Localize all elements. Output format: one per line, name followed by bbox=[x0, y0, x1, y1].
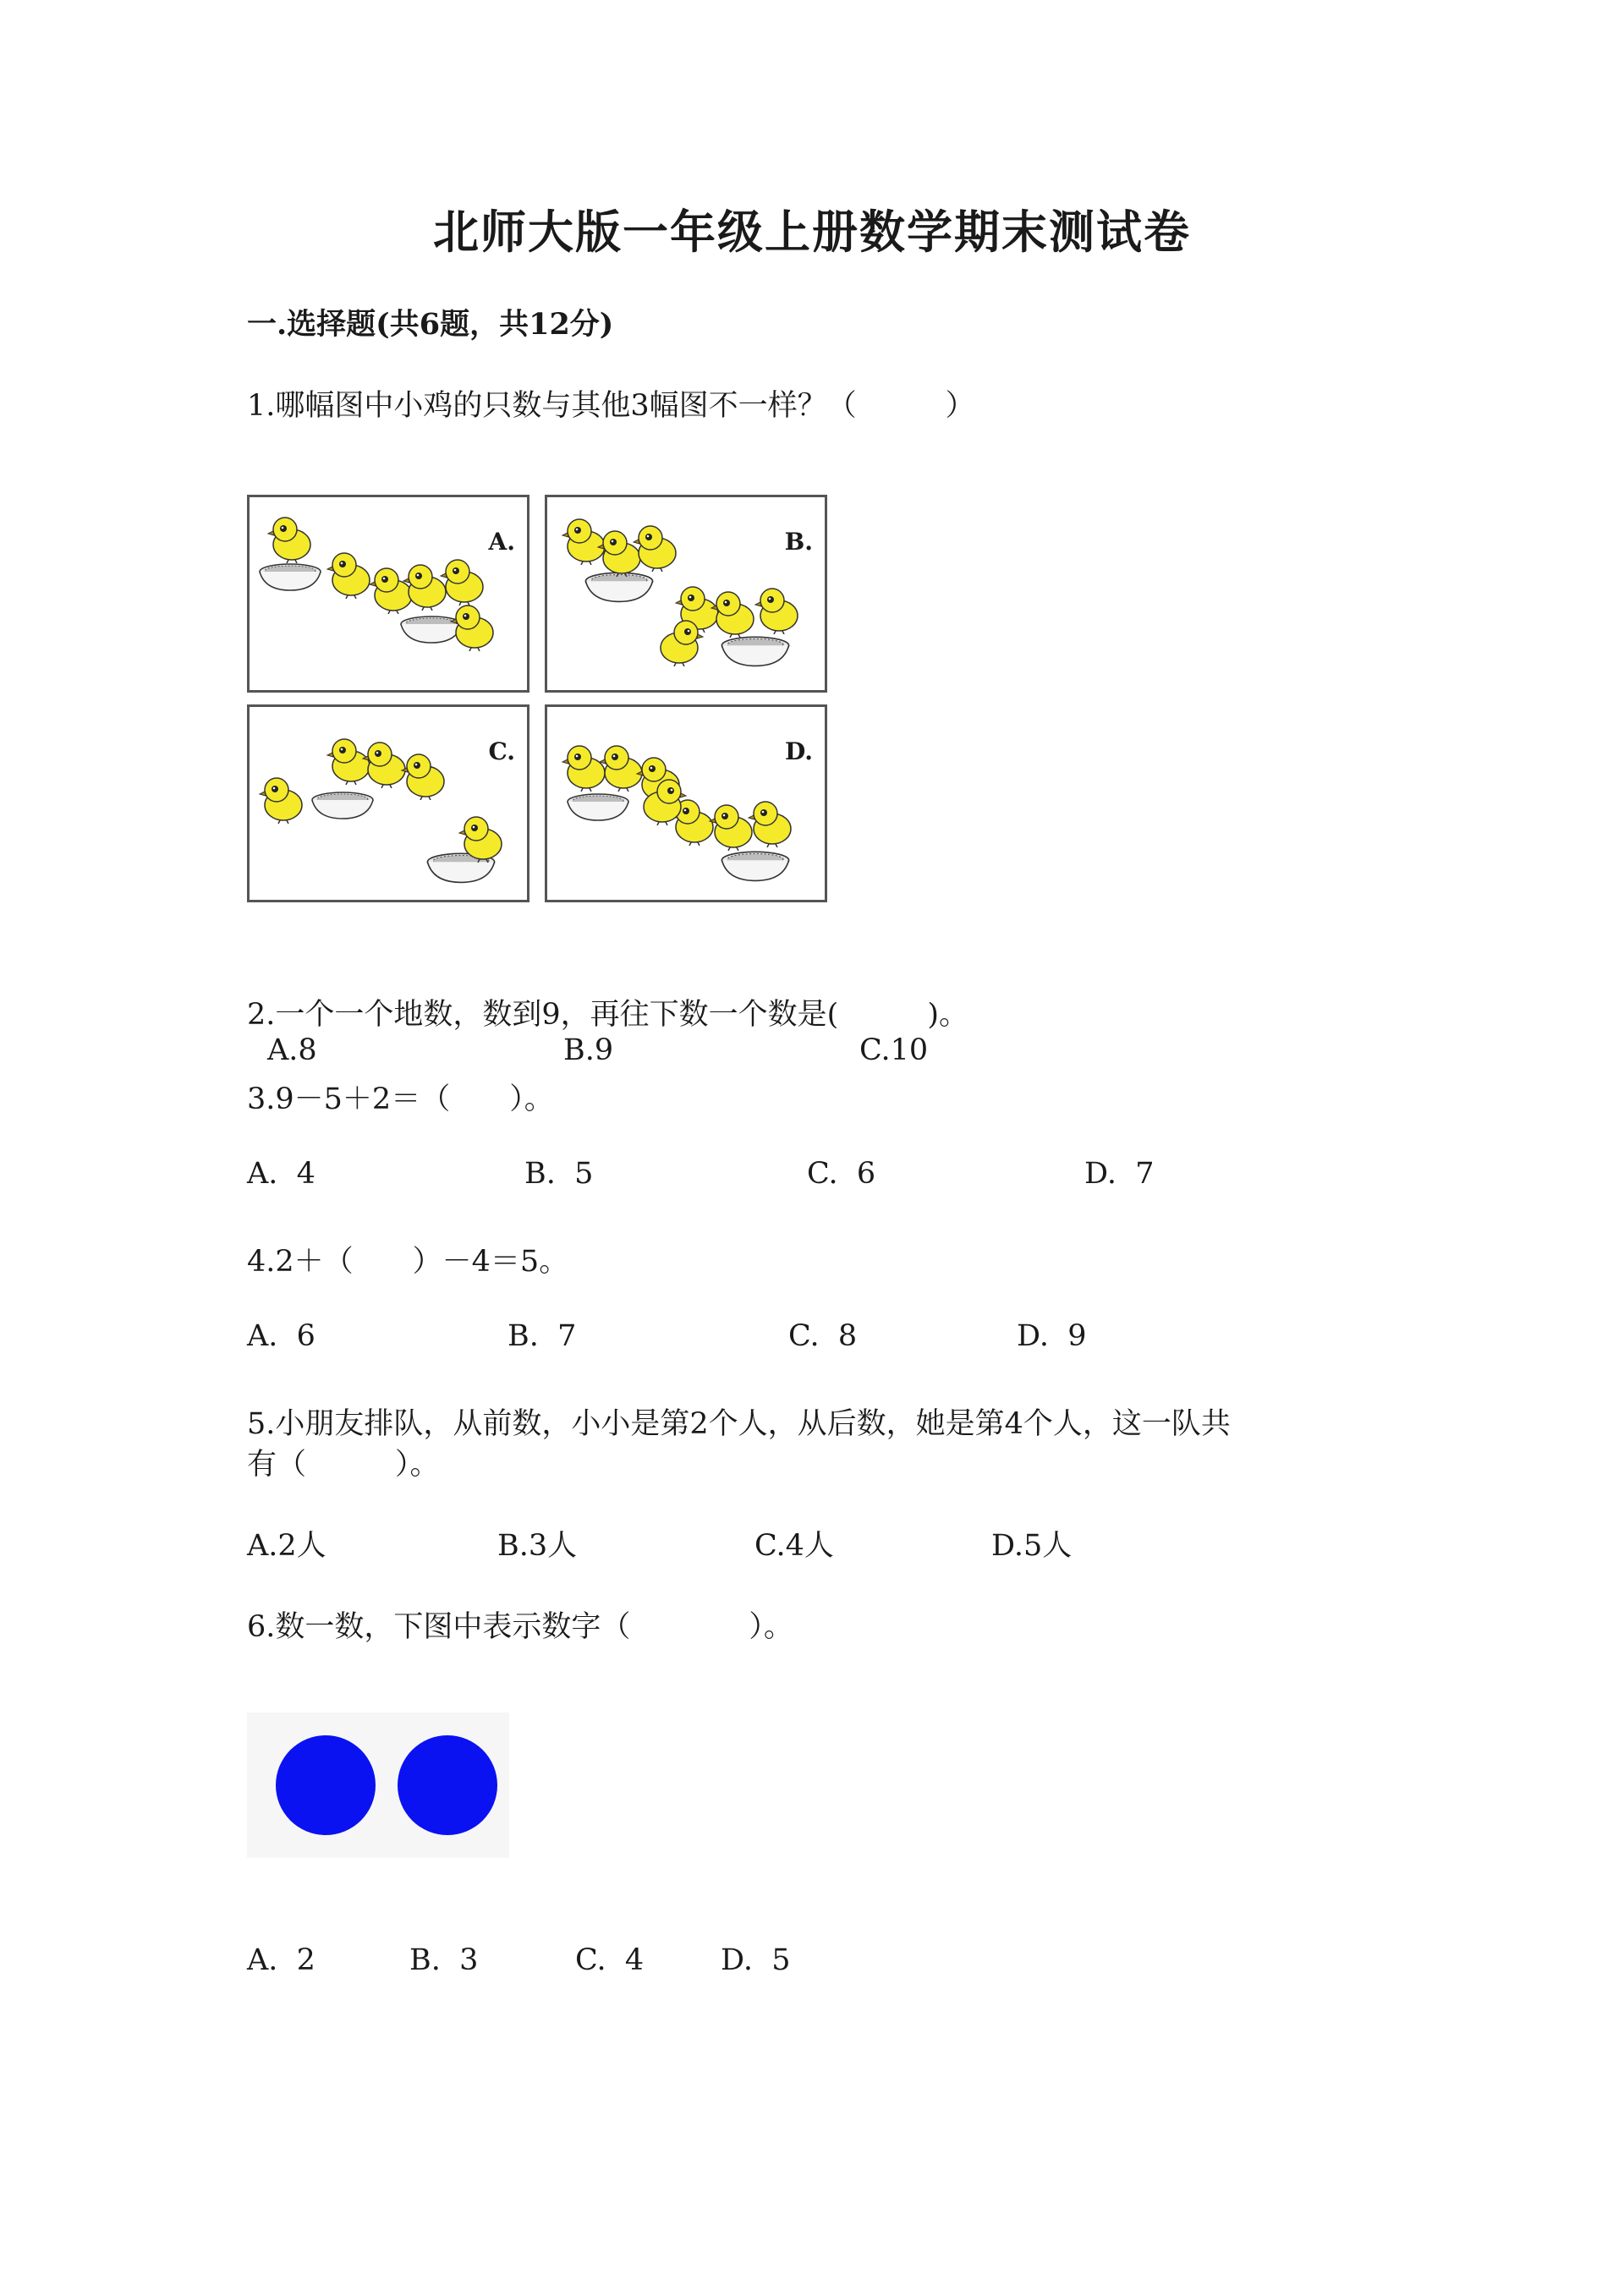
question-1-stem: 1.哪幅图中小鸡的只数与其他3幅图不一样？（ ） bbox=[247, 389, 975, 423]
chick-panel-b bbox=[545, 495, 827, 693]
blue-dot-1 bbox=[276, 1735, 376, 1835]
chick-icon bbox=[710, 587, 757, 638]
question-2-stem: 2.一个一个地数，数到9，再往下数一个数是( )。 bbox=[247, 998, 968, 1032]
chick-panel-d bbox=[545, 704, 827, 902]
chick-icon bbox=[258, 773, 305, 824]
question-6-option-a[interactable]: A. 2 bbox=[247, 1943, 315, 1977]
question-4-option-a[interactable]: A. 6 bbox=[247, 1319, 315, 1353]
chick-icon bbox=[632, 521, 679, 572]
chick-panel-c bbox=[247, 704, 529, 902]
question-6-stem: 6.数一数，下图中表示数字（ ）。 bbox=[247, 1610, 793, 1644]
question-2-option-b[interactable]: B.9 bbox=[563, 1033, 614, 1067]
feed-bowl-icon bbox=[256, 560, 324, 597]
question-4-stem: 4.2＋（ ）－4＝5。 bbox=[247, 1245, 569, 1279]
question-4-option-b[interactable]: B. 7 bbox=[508, 1319, 577, 1353]
panel-label-b: B. bbox=[784, 528, 813, 556]
question-2-option-c[interactable]: C.10 bbox=[859, 1033, 929, 1067]
feed-bowl-icon bbox=[713, 634, 798, 671]
question-5-option-d[interactable]: D.5人 bbox=[991, 1529, 1073, 1563]
chick-icon bbox=[657, 616, 705, 666]
question-2-option-a[interactable]: A.8 bbox=[267, 1033, 317, 1067]
panel-label-c: C. bbox=[488, 737, 515, 765]
panel-label-d: D. bbox=[784, 737, 813, 765]
chick-icon bbox=[640, 775, 688, 825]
question-3-option-c[interactable]: C. 6 bbox=[807, 1157, 876, 1191]
chick-panel-a bbox=[247, 495, 529, 693]
question-5-option-c[interactable]: C.4人 bbox=[754, 1529, 834, 1563]
question-4-option-c[interactable]: C. 8 bbox=[788, 1319, 858, 1353]
question-6-option-b[interactable]: B. 3 bbox=[409, 1943, 479, 1977]
chick-icon bbox=[400, 749, 447, 800]
question-3-stem: 3.9－5＋2＝（ ）。 bbox=[247, 1082, 554, 1116]
question-3-option-b[interactable]: B. 5 bbox=[524, 1157, 594, 1191]
page-title: 北师大版一年级上册数学期末测试卷 bbox=[433, 205, 1191, 259]
chick-icon bbox=[747, 797, 794, 847]
question-3-option-a[interactable]: A. 4 bbox=[247, 1157, 315, 1191]
question-6-option-d[interactable]: D. 5 bbox=[721, 1943, 791, 1977]
question-3-option-d[interactable]: D. 7 bbox=[1084, 1157, 1155, 1191]
chick-icon bbox=[439, 555, 486, 606]
feed-bowl-icon bbox=[564, 792, 632, 825]
question-5-option-b[interactable]: B.3人 bbox=[497, 1529, 578, 1563]
question-5-option-a[interactable]: A.2人 bbox=[247, 1529, 326, 1563]
dots-picture bbox=[247, 1712, 509, 1858]
feed-bowl-icon bbox=[309, 788, 376, 825]
panel-label-a: A. bbox=[488, 528, 515, 556]
chick-icon bbox=[326, 548, 373, 599]
chick-picture bbox=[247, 495, 834, 904]
section-heading: 一.选择题(共6题，共12分) bbox=[247, 307, 614, 342]
question-5-stem-line-1: 5.小朋友排队，从前数，小小是第2个人，从后数，她是第4个人，这一队共 bbox=[247, 1407, 1231, 1441]
chick-icon bbox=[449, 600, 497, 651]
chick-icon bbox=[458, 812, 505, 863]
question-4-option-d[interactable]: D. 9 bbox=[1017, 1319, 1087, 1353]
chick-icon bbox=[266, 512, 314, 563]
blue-dot-2 bbox=[398, 1735, 497, 1835]
chick-icon bbox=[754, 584, 801, 634]
feed-bowl-icon bbox=[713, 849, 798, 886]
question-6-option-c[interactable]: C. 4 bbox=[575, 1943, 645, 1977]
question-5-stem-line-2: 有（ ）。 bbox=[247, 1448, 440, 1482]
